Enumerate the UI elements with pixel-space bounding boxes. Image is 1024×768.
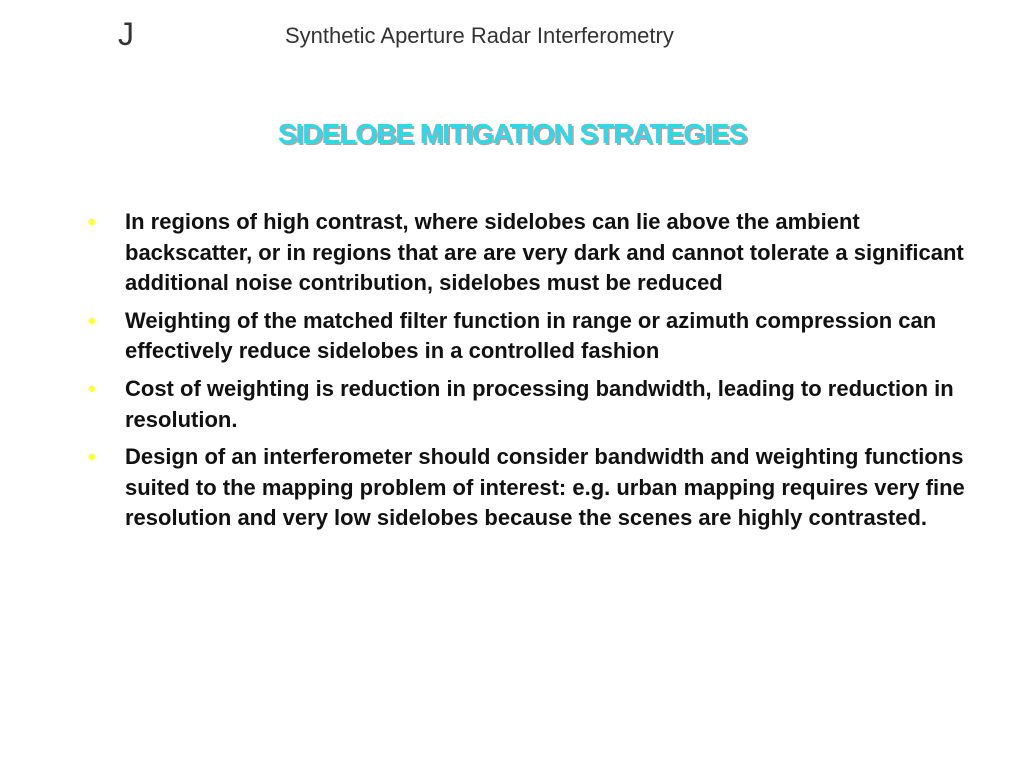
bullet-text: Cost of weighting is reduction in processing bandwidth, leading to reduction in resolution. (125, 375, 954, 432)
bullet-item (86, 207, 966, 299)
header-title: Synthetic Aperture Radar Interferometry (285, 23, 674, 48)
bullet-item (86, 306, 966, 367)
bullet-dot-icon: ● (87, 213, 97, 230)
bullet-dot-icon: ● (87, 448, 97, 466)
bullet-item (86, 374, 966, 435)
bullet-dot-icon: ● (87, 311, 97, 329)
bullet-text: Design of an interferometer should consider bandwidth and weighting functions suited to the mapping problem of interest: e.g. urban mapping requires very fine resolution and very low sidelobes because the scenes are highly contrasted. (125, 444, 965, 531)
logo-letter: J (118, 16, 134, 52)
bullet-text: Weighting of the matched filter function in range or azimuth compression can effectively reduce sidelobes in a controlled fashion (125, 307, 937, 364)
bullet-text: In regions of high contrast, where sidelobes can lie above the ambient backscatter, or in regions that are are very dark and cannot tolerate a significant additional noise contribution, sidelobes must be reduced (125, 209, 964, 296)
slide-title: SIDELOBE MITIGATION STRATEGIES (277, 118, 747, 149)
bullet-dot-icon: ● (87, 379, 97, 397)
bullet-item (86, 442, 966, 534)
bullet-list (86, 207, 966, 541)
